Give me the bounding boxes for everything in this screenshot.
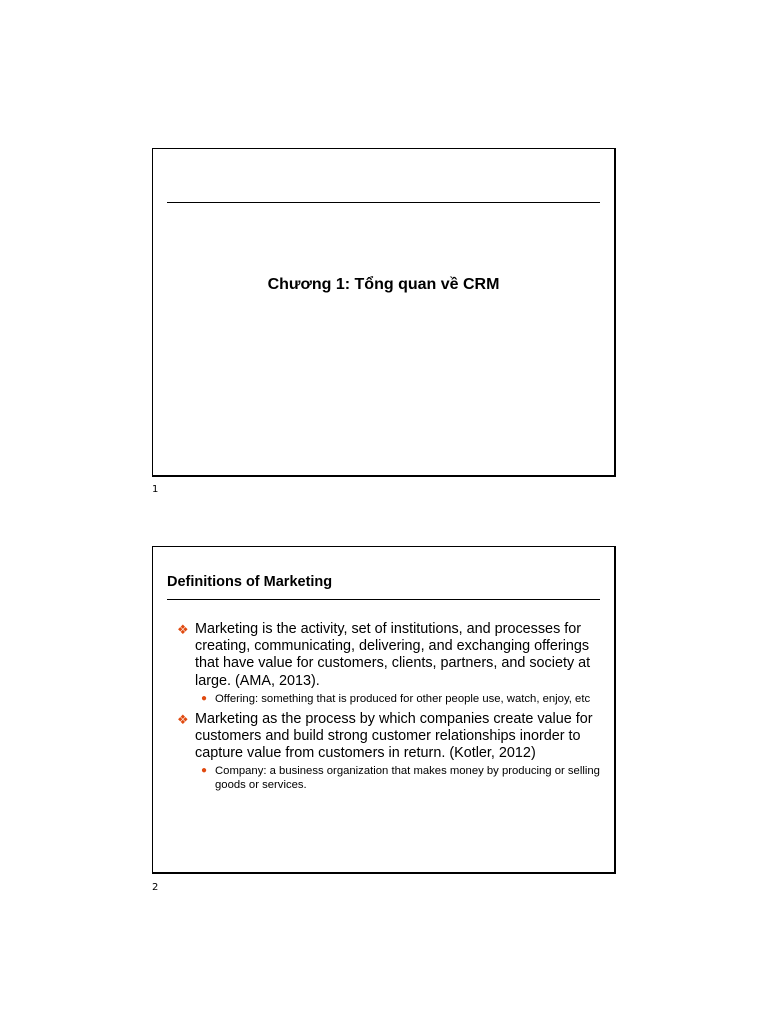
slide-2 [152,546,616,874]
bullet-text: Marketing is the activity, set of institutions, and processes for creating, communicating, delivering, and exchanging offerings that have value for customers, clients, partners, and society at large. (AMA, 2013). [195,621,591,689]
sub-bullet-text: Offering: something that is produced for other people use, watch, enjoy, etc [215,692,591,705]
bullet-item [177,621,600,690]
sub-bullet-text: Company: a business organization that makes money by producing or selling goods or services. [215,765,600,792]
slide-body [177,621,600,797]
heading-rule [167,599,600,600]
slide-title: Chương 1: Tổng quan về CRM [267,276,500,293]
bullet-text: Marketing as the process by which companies create value for customers and build strong customer relationships inorder to capture value from customers in return. (Kotler, 2012) [195,710,593,762]
slide-1 [152,148,616,477]
title-rule [167,202,600,203]
sub-bullet-item [177,692,600,706]
diamond-bullet-icon: ❖ [177,622,189,637]
slide-number: 2 [152,882,159,893]
round-bullet-icon: ● [201,765,208,777]
slide-number: 1 [152,484,159,495]
bullet-item [177,711,600,763]
sub-bullet-item [177,764,600,792]
diamond-bullet-icon: ❖ [177,711,189,727]
slide-heading: Definitions of Marketing [167,574,333,590]
round-bullet-icon: ● [201,692,208,704]
